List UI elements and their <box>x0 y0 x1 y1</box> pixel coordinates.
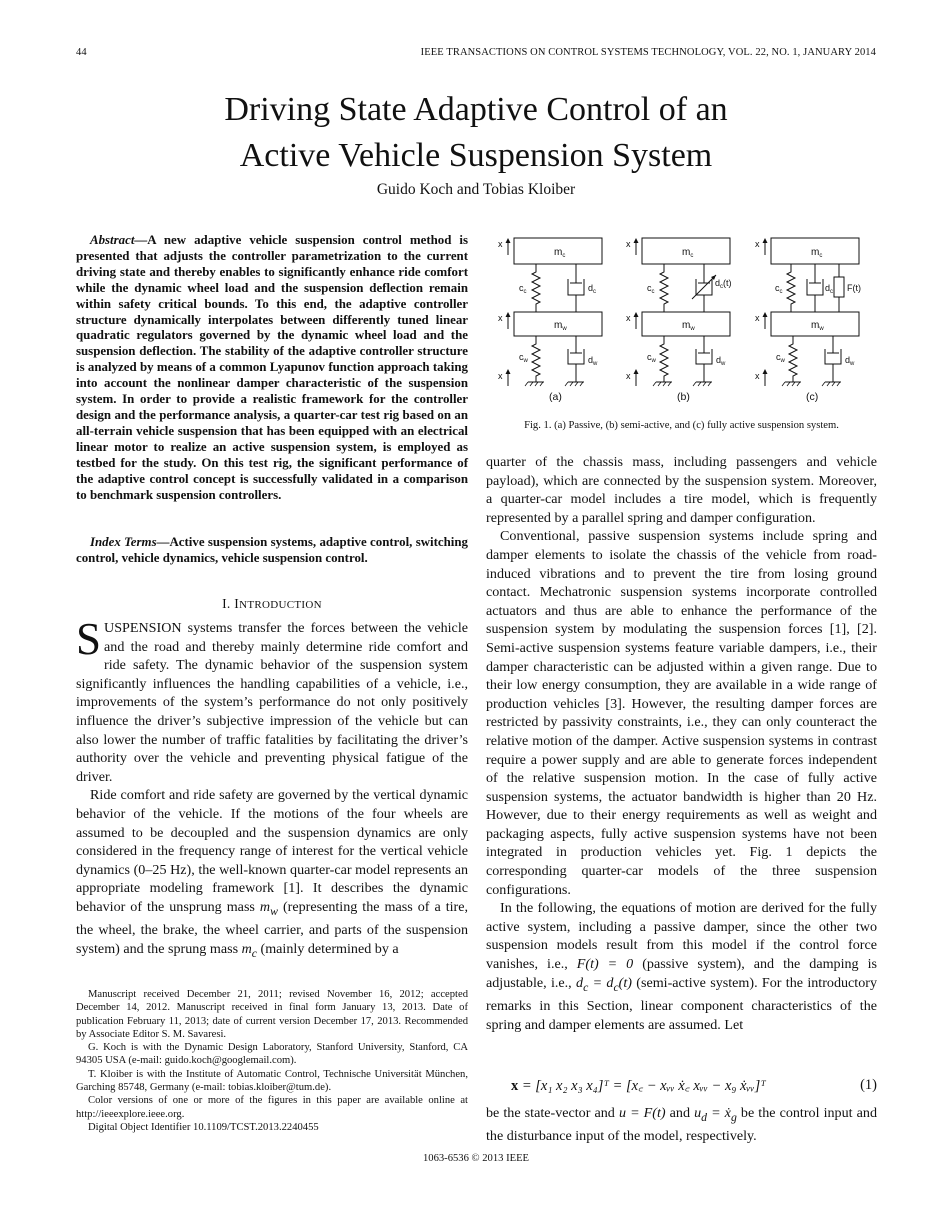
intro-p1-text: systems transfer the forces between the vehicle and the road and thereby mainly determine ride comfort and ride safety. The dynamic behavior of the suspension system significantly influences the handling capabilities of a vehicle, i.e., improvements of the system’s performance do not only positively influence the driver’s subjective impression of the vehicle but can also lower the number of traffic fatalities by facilitating the driver’s authority over the vehicle and preventing physical fatigue of the driver. <box>76 620 468 785</box>
cc-label: $c_c$ <box>519 283 527 295</box>
svg-text:cc: $c_c$ <box>775 283 783 295</box>
chassis-spring <box>532 264 540 312</box>
dct-label: $d_c(t)$ <box>715 278 732 290</box>
mc-label: $m_c$ <box>554 247 566 259</box>
symbol-mc: m <box>241 940 252 957</box>
paper-title <box>0 87 952 179</box>
panel-label-b: (b) <box>677 391 690 403</box>
xc-arrow <box>506 238 511 255</box>
equation-1 <box>486 1075 877 1097</box>
tail-text-2: and <box>665 1105 695 1121</box>
running-head: IEEE TRANSACTIONS ON CONTROL SYSTEMS TECHNOLOGY, VOL. 22, NO. 1, JANUARY 2014 <box>420 47 876 58</box>
footnote-doi: Digital Object Identifier 10.1109/TCST.2013.2240455 <box>88 1121 319 1133</box>
inline-eq-damping-sub2: c <box>613 980 619 994</box>
footnote-received: Manuscript received December 21, 2011; revised November 16, 2012; accepted December 14, 2012. Manuscript received in final form January 13, 2013. Date of publication February 11, 2013; date of current version December 17, 2013. Recommended by Associate Editor S. M. Savaresi. <box>76 989 468 1040</box>
svg-text:mc: $m_c$ <box>682 247 694 259</box>
intro-paragraph-1 <box>76 614 468 786</box>
xg-arrow <box>506 369 511 386</box>
inline-eq-ud: u <box>694 1105 702 1121</box>
symbol-mw-sub: w <box>270 904 278 918</box>
intro-paragraph-2 <box>76 786 468 963</box>
inline-eq-ud-sub2: g <box>730 1110 737 1124</box>
dw-label: $d_w$ <box>588 355 598 367</box>
mw-label: $m_w$ <box>554 320 567 332</box>
footnote-color: Color versions of one or more of the figures in this paper are available online at http://ieeexplore.ieee.org. <box>76 1095 468 1120</box>
xg-label: x <box>498 371 503 381</box>
footnotes <box>76 988 468 1134</box>
introduction-body <box>76 614 469 963</box>
dc-label: $d_c$ <box>588 283 597 295</box>
abstract <box>76 233 468 503</box>
xw-label: x <box>498 313 503 323</box>
panel-label-a: (a) <box>549 391 562 403</box>
p3-text-c: (semi-active system). For the introductory remarks in this Section, linear component characteristics of the spring and damper elements are assumed. Let <box>486 974 877 1033</box>
right-paragraph-3 <box>486 899 877 1034</box>
panel-fully-active <box>755 238 861 403</box>
right-paragraph-2: Conventional, passive suspension systems include spring and damper elements to isolate the chassis of the vehicle from road-induced vibrations and to prevent the tire from losing ground contact. Mechatronic suspension systems incorporate controlled actuators and thus are able to enhance the performance of the suspension system by modulating the suspension forces [1], [2]. Semi-active suspension systems feature variable dampers, i.e., their damper characteristic can be adjusted within a given range. Due to their low energy consumption, they are available in a wide range of production vehicles [3]. However, the resulting damper forces are restricted by passivity constraints, i.e., they can only counteract the relative motion of the damper. Active suspension systems in contrast require a power supply and are able to generate forces independent of the relative suspension motion. In the case of fully active suspension systems, the actuator bandwidth is higher than 20 Hz. However, due to their energy requirements as well as weight and packaging aspects, fully active suspension systems have not been integrated in production vehicles yet. Fig. 1 depicts the corresponding quarter-car models of the three suspension configurations. <box>486 528 877 898</box>
state-vector-symbol: x <box>511 1078 519 1094</box>
actuator-force <box>834 264 844 312</box>
abstract-label: Abstract— <box>90 233 148 247</box>
tire-spring <box>532 336 540 382</box>
tail-text-1: be the state-vector and <box>486 1105 619 1121</box>
title-line-1: Driving State Adaptive Control of an <box>224 91 728 128</box>
p3-text-b: (passive system), and the damping is adjustable, i.e., <box>486 956 877 991</box>
section-initial: I <box>234 596 240 611</box>
inline-eq-force: F(t) = 0 <box>576 956 634 973</box>
svg-text:mc: $m_c$ <box>811 247 823 259</box>
svg-text:mw: $m_w$ <box>682 320 695 332</box>
svg-text:x: x <box>626 371 631 381</box>
index-terms <box>76 535 468 567</box>
inline-eq-ud-rest: = ẋ <box>707 1105 731 1121</box>
drop-cap: S <box>76 614 102 664</box>
p3-text-a: In the following, the equations of motion are derived for the fully active system, including a passive damper, since the other two suspension models result from this model if the control force vanishes, i.e., <box>486 900 877 973</box>
equation-1-body <box>511 1075 766 1095</box>
equation-1-rhs: = [x₁ x₂ x₃ x₄]ᵀ = [x꜀ − xᵥᵥ ẋ꜀ xᵥᵥ − x₉ ẋᵥᵥ]ᵀ <box>518 1078 766 1094</box>
variable-damper <box>692 264 716 312</box>
svg-text:dw: $d_w$ <box>716 355 726 367</box>
figure-caption: Fig. 1. (a) Passive, (b) semi-active, and (c) fully active suspension system. <box>524 420 839 431</box>
tail-text-3: be the control input and the disturbance input of the model, respectively. <box>486 1105 877 1145</box>
title-line-2: Active Vehicle Suspension System <box>239 137 713 174</box>
abstract-text: A new adaptive vehicle suspension control method is presented that adjusts the controller parametrization to the current driving state and thereby enables to significantly enhance ride comfort while the dynamic wheel load and the suspension deflection remain within safety critical bounds. To this end, the adaptive controller structure dynamically interpolates between differently tuned linear quadratic regulators governed by the dynamic wheel load and the suspension deflection. The stability of the adaptive controller structure is analyzed by means of a common Lyapunov function approach taking into account the nonlinear damper characteristic of the suspension system. In order to provide a realistic framework for the controller design and the performance analysis, a quarter-car test rig based on an all-terrain vehicle suspension that has been equipped with an electrical linear motor to realize an active suspension system, is employed as testbed for the study. On this test rig, the significant performance of the adaptive control concept is successfully validated in a comparison to benchmark suspension controllers. <box>76 233 468 502</box>
inline-eq-damping-rest: = d <box>588 974 614 991</box>
intro-p2-text-c: (mainly determined by a <box>257 940 399 957</box>
right-column-body <box>486 453 877 1034</box>
svg-text:x: x <box>626 239 631 249</box>
index-terms-label: Index Terms— <box>90 535 170 549</box>
svg-text:x: x <box>755 371 760 381</box>
page-number: 44 <box>76 47 87 58</box>
right-paragraph-1: quarter of the chassis mass, including passengers and vehicle payload), which are connected by the suspension system. Moreover, a quarter-car model includes a tire model, which is frequently represented by a parallel spring and damper configuration. <box>486 454 877 526</box>
svg-text:dc: $d_c$ <box>825 283 834 295</box>
cw-label: $c_w$ <box>519 352 528 364</box>
section-rest: NTRODUCTION <box>239 599 322 611</box>
inline-eq-damping: d <box>576 974 584 991</box>
authors: Guido Koch and Tobias Kloiber <box>376 181 576 198</box>
tire-damper <box>568 336 584 382</box>
equation-1-number: (1) <box>860 1077 877 1093</box>
symbol-mc-sub: c <box>251 946 257 960</box>
inline-eq-ud-sub: d <box>701 1110 708 1124</box>
inline-eq-u: u = F(t) <box>618 1105 666 1121</box>
svg-text:cw: $c_w$ <box>776 352 785 364</box>
inline-eq-damping-sub: c <box>583 980 589 994</box>
svg-text:x: x <box>626 313 631 323</box>
force-label: F(t) <box>847 283 861 293</box>
panel-passive <box>498 238 602 403</box>
footnote-kloiber: T. Kloiber is with the Institute of Automatic Control, Technische Universität München, Garching 85748, Germany (e-mail: tobias.kloiber@tum.de). <box>76 1068 468 1094</box>
intro-lead: USPENSION <box>104 620 182 636</box>
intro-p2-text-b: (representing the mass of a tire, the wheel, the brake, the wheel carrier, and parts of the suspension system) and the sprung mass <box>76 898 469 957</box>
copyright-footer: 1063-6536 © 2013 IEEE <box>422 1153 530 1164</box>
index-terms-text: Active suspension systems, adaptive control, switching control, vehicle dynamics, vehicle suspension control. <box>76 535 468 565</box>
svg-text:mw: $m_w$ <box>811 320 824 332</box>
section-heading <box>76 596 468 612</box>
right-column-tail <box>486 1104 877 1146</box>
section-numeral: I. <box>222 596 235 611</box>
figure-suspension-models <box>486 233 877 408</box>
symbol-mw: m <box>259 898 271 915</box>
panel-label-c: (c) <box>806 391 819 403</box>
svg-text:x: x <box>755 313 760 323</box>
chassis-damper <box>568 264 584 312</box>
xw-arrow <box>506 312 511 329</box>
panel-semi-active <box>626 238 732 403</box>
intro-p2-text-a: Ride comfort and ride safety are governed by the vertical dynamic behavior of the vehicle. If the motions of the four wheels are assumed to be decoupled and the suspension dynamics are only considered in the frequency range of interest for the vertical vehicle dynamics (0–25 Hz), the well-known quarter-car model represents an appropriate modeling framework [1]. It describes the dynamic behavior of the unsprung mass <box>76 787 468 915</box>
svg-text:x: x <box>755 239 760 249</box>
svg-text:dw: $d_w$ <box>845 355 855 367</box>
svg-text:cc: $c_c$ <box>647 283 655 295</box>
footnote-koch: G. Koch is with the Dynamic Design Laboratory, Stanford University, Stanford, CA 94305 USA (e-mail: guido.koch@googlemail.com). <box>76 1042 468 1067</box>
inline-eq-damping-end: (t) <box>618 974 632 991</box>
xc-label: x <box>498 239 503 249</box>
right-paragraph-4 <box>486 1104 877 1146</box>
svg-text:cw: $c_w$ <box>647 352 656 364</box>
